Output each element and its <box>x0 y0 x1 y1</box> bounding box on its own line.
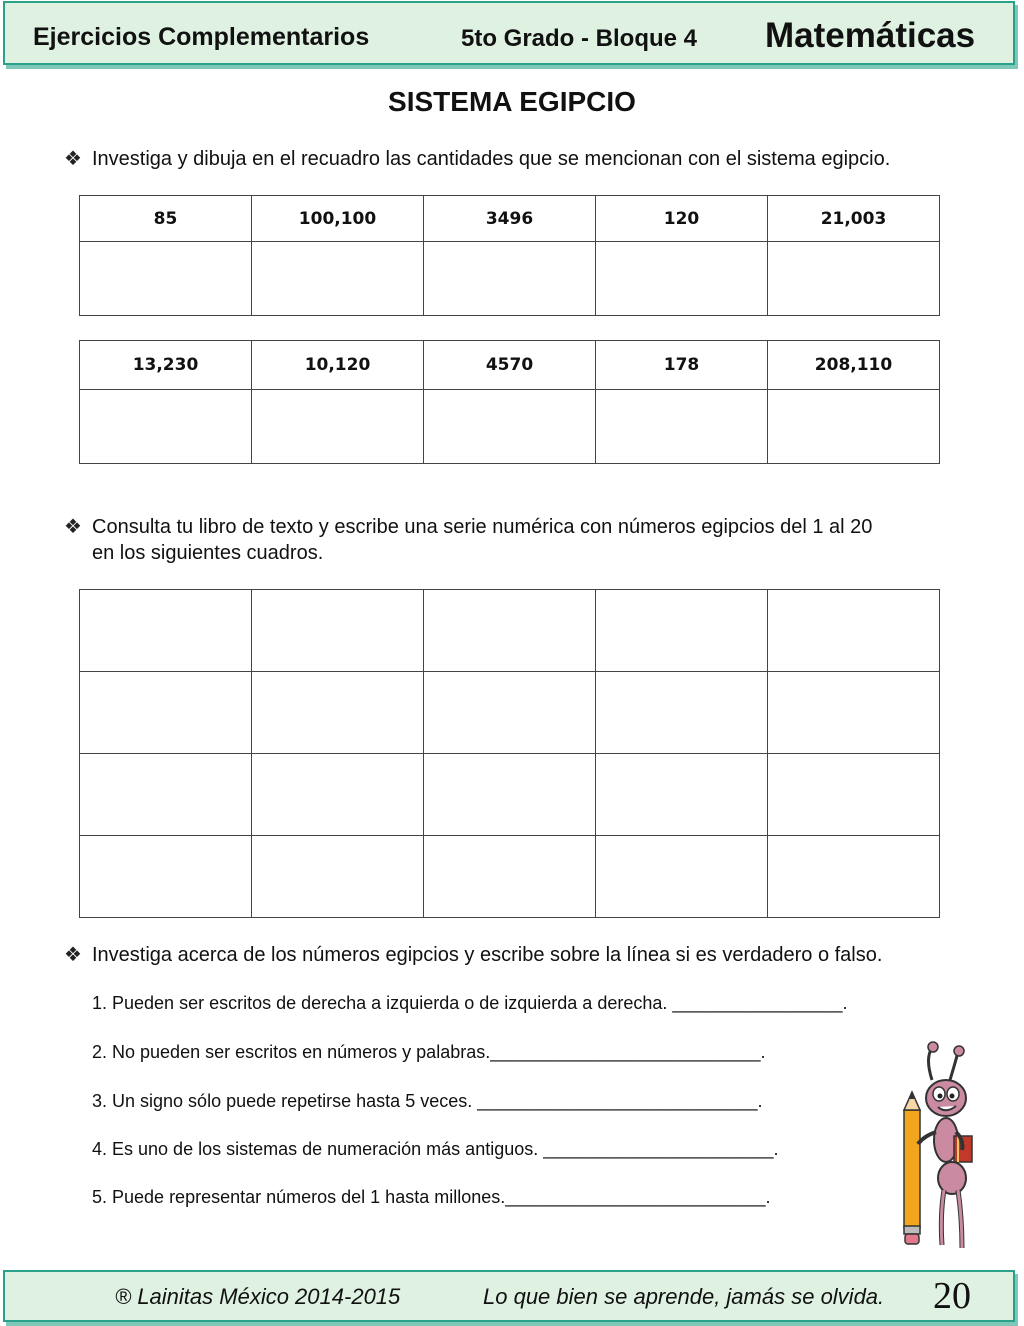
instruction-2 <box>64 514 964 566</box>
drawing-box[interactable] <box>424 242 596 316</box>
quantity-cell: 3496 <box>424 196 596 242</box>
header-grade-block: 5to Grado - Bloque 4 <box>461 25 698 52</box>
instruction-1-text: Investiga y dibuja en el recuadro las cantidades que se mencionan con el sistema egipcio. <box>92 148 891 170</box>
series-box[interactable] <box>424 754 596 836</box>
series-box[interactable] <box>252 836 424 918</box>
drawing-box[interactable] <box>80 242 252 316</box>
drawing-box[interactable] <box>768 242 940 316</box>
drawing-box[interactable] <box>252 242 424 316</box>
bullet-icon: ❖ <box>64 516 82 538</box>
quantity-cell: 208,110 <box>768 341 940 390</box>
drawing-box[interactable] <box>80 390 252 464</box>
series-box[interactable] <box>424 672 596 754</box>
true-false-question[interactable]: 4. Es uno de los sistemas de numeración más antiguos. _______________________. <box>92 1139 779 1159</box>
series-box[interactable] <box>252 754 424 836</box>
drawing-box[interactable] <box>596 242 768 316</box>
series-box[interactable] <box>768 672 940 754</box>
true-false-question[interactable]: 5. Puede representar números del 1 hasta millones.__________________________. <box>92 1187 771 1207</box>
page-number: 20 <box>933 1275 971 1317</box>
instruction-2-text-line2: en los siguientes cuadros. <box>92 542 324 564</box>
series-box[interactable] <box>252 672 424 754</box>
series-grid <box>79 589 940 918</box>
quantity-cell: 10,120 <box>252 341 424 390</box>
series-box[interactable] <box>768 590 940 672</box>
drawing-box[interactable] <box>424 390 596 464</box>
bullet-icon: ❖ <box>64 148 82 170</box>
quantity-cell: 120 <box>596 196 768 242</box>
page-header <box>3 1 1015 65</box>
true-false-question[interactable]: 3. Un signo sólo puede repetirse hasta 5 veces. ____________________________. <box>92 1091 763 1111</box>
series-box[interactable] <box>596 836 768 918</box>
quantities-table-1 <box>79 195 940 316</box>
instruction-1 <box>64 146 964 172</box>
quantity-cell: 4570 <box>424 341 596 390</box>
instruction-2-text-line1: Consulta tu libro de texto y escribe una serie numérica con números egipcios del 1 al 20 <box>92 516 873 538</box>
series-box[interactable] <box>596 754 768 836</box>
series-box[interactable] <box>80 590 252 672</box>
series-box[interactable] <box>80 754 252 836</box>
true-false-question[interactable]: 1. Pueden ser escritos de derecha a izquierda o de izquierda a derecha. _________________. <box>92 993 848 1013</box>
series-box[interactable] <box>252 590 424 672</box>
series-box[interactable] <box>80 672 252 754</box>
drawing-box[interactable] <box>768 390 940 464</box>
drawing-box[interactable] <box>252 390 424 464</box>
quantities-table-2 <box>79 340 940 464</box>
instruction-3 <box>64 942 964 968</box>
quantity-cell: 85 <box>80 196 252 242</box>
footer-motto: Lo que bien se aprende, jamás se olvida. <box>483 1284 885 1309</box>
page-title: SISTEMA EGIPCIO <box>388 86 636 117</box>
series-box[interactable] <box>768 836 940 918</box>
series-box[interactable] <box>596 672 768 754</box>
series-box[interactable] <box>768 754 940 836</box>
series-box[interactable] <box>424 590 596 672</box>
header-series-title: Ejercicios Complementarios <box>33 23 370 51</box>
footer-copyright: ® Lainitas México 2014-2015 <box>115 1284 401 1309</box>
quantity-cell: 13,230 <box>80 341 252 390</box>
quantity-cell: 21,003 <box>768 196 940 242</box>
true-false-question[interactable]: 2. No pueden ser escritos en números y palabras.___________________________. <box>92 1042 766 1062</box>
instruction-3-text: Investiga acerca de los números egipcios y escribe sobre la línea si es verdadero o falso. <box>92 944 883 966</box>
series-box[interactable] <box>80 836 252 918</box>
bullet-icon: ❖ <box>64 944 82 966</box>
series-box[interactable] <box>424 836 596 918</box>
quantity-cell: 178 <box>596 341 768 390</box>
page-footer <box>3 1270 1015 1322</box>
quantity-cell: 100,100 <box>252 196 424 242</box>
ant-mascot-illustration <box>880 1040 990 1255</box>
drawing-box[interactable] <box>596 390 768 464</box>
series-box[interactable] <box>596 590 768 672</box>
header-subject: Matemáticas <box>765 16 976 55</box>
